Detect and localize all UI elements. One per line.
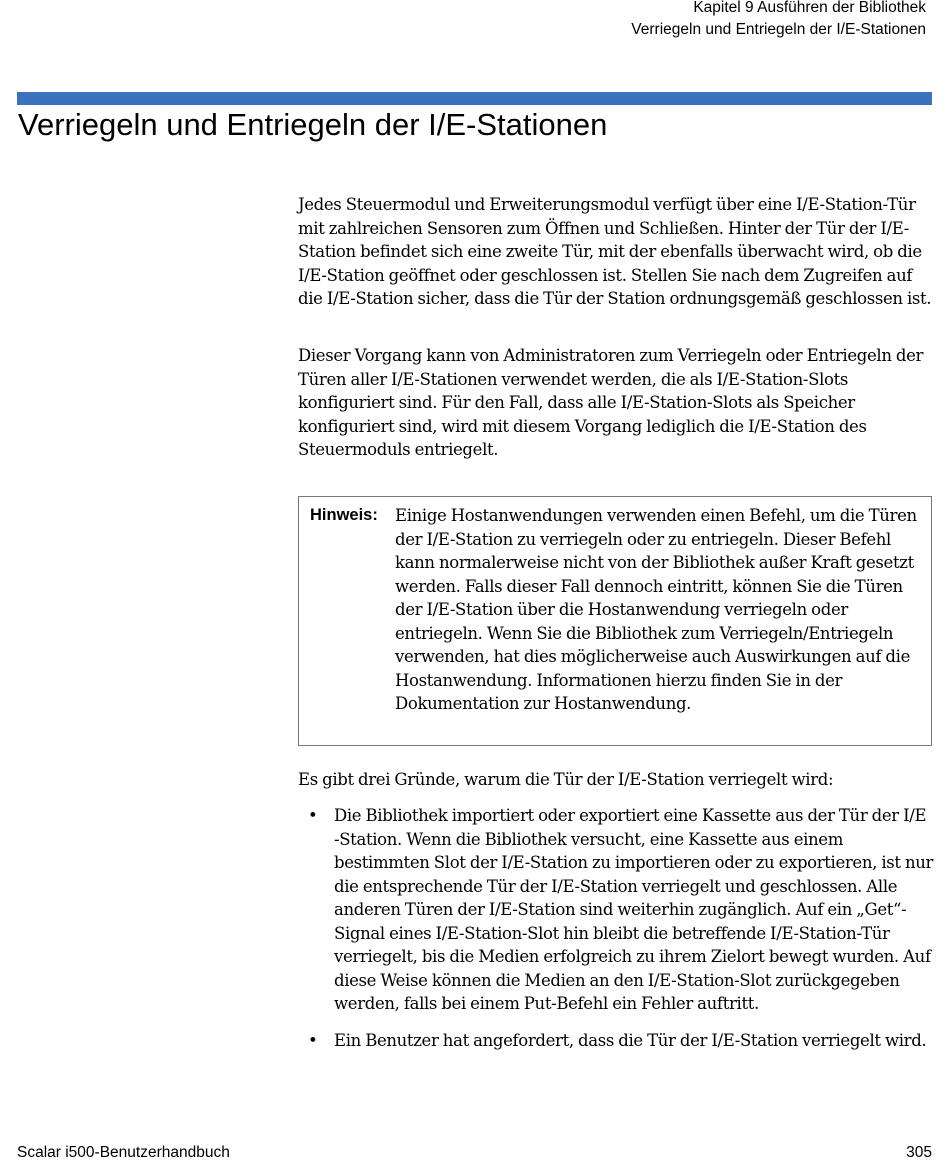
- body-paragraph-1: [298, 193, 934, 311]
- footer-manual-title: Scalar i500-Benutzerhandbuch: [17, 1144, 230, 1161]
- note-label: Hinweis:: [310, 506, 378, 524]
- bullet-icon: •: [308, 806, 318, 825]
- list-intro: [298, 768, 934, 792]
- paragraph-text: Dieser Vorgang kann von Administratoren zum Verriegeln oder Entriegeln der Türen aller I/E-Stationen verwendet werden, die als I/E-Station-Slots konfiguriert sind. Für den Fall, dass alle I/E-Station-Slots als Speicher konfiguriert sind, wird mit diesem Vorgang lediglich die I/E-Station des Steuermoduls entriegelt.: [298, 346, 924, 459]
- list-intro-text: Es gibt drei Gründe, warum die Tür der I/E-Station verriegelt wird:: [298, 770, 834, 789]
- list-item-text: Ein Benutzer hat angefordert, dass die Tür der I/E-Station verriegelt wird.: [334, 1030, 927, 1050]
- list-item: [298, 804, 934, 1016]
- note-box: [298, 496, 932, 746]
- header-section: Verriegeln und Entriegeln der I/E-Stationen: [631, 21, 926, 38]
- list-item: [298, 1029, 934, 1053]
- header-chapter: Kapitel 9 Ausführen der Bibliothek: [693, 0, 926, 16]
- note-text: Einige Hostanwendungen verwenden einen Befehl, um die Türen der I/E-Station zu verriegeln oder zu entriegeln. Dieser Befehl kann normalerweise nicht von der Bibliothek außer Kraft gesetzt werden. Falls dieser Fall dennoch eintritt, können Sie die Türen der I/E-Station über die Hostanwendung verriegeln oder entriegeln. Wenn Sie die Bibliothek zum Verriegeln/Entriegeln verwenden, hat dies möglicherweise auch Auswirkungen auf die Hostanwendung. Informationen hierzu finden Sie in der Dokumentation zur Hostanwendung.: [395, 506, 917, 713]
- footer-page-number: 305: [906, 1144, 932, 1161]
- section-title: Verriegeln und Entriegeln der I/E-Stationen: [18, 107, 608, 142]
- body-paragraph-2: [298, 344, 934, 462]
- paragraph-text: Jedes Steuermodul und Erweiterungsmodul verfügt über eine I/E-Station-Tür mit zahlreichen Sensoren zum Öffnen und Schließen. Hinter der Tür der I/E-Station befindet sich eine zweite Tür, mit der ebenfalls überwacht wird, ob die I/E-Station geöffnet oder geschlossen ist. Stellen Sie nach dem Zugreifen auf die I/E-Station sicher, dass die Tür der Station ordnungsgemäß geschlossen ist.: [298, 195, 932, 308]
- bullet-list: [298, 804, 934, 1065]
- running-header: [631, 0, 926, 41]
- list-item-text: Die Bibliothek importiert oder exportiert eine Kassette aus der Tür der I/E -Station. Wenn die Bibliothek versucht, eine Kassette aus einem bestimmten Slot der I/E-Station zu importieren oder zu exportieren, ist nur die entsprechende Tür der I/E-Station verriegelt und geschlossen. Alle anderen Türen der I/E-Station sind weiterhin zugänglich. Auf ein „Get“-Signal eines I/E-Station-Slot hin bleibt die betreffende I/E-Station-Tür verriegelt, bis die Medien erfolgreich zu ihrem Zielort bewegt wurden. Auf diese Weise können die Medien an den I/E-Station-Slot zurückgegeben werden, falls bei einem Put-Befehl ein Fehler auftritt.: [334, 806, 934, 1013]
- bullet-icon: •: [308, 1030, 318, 1050]
